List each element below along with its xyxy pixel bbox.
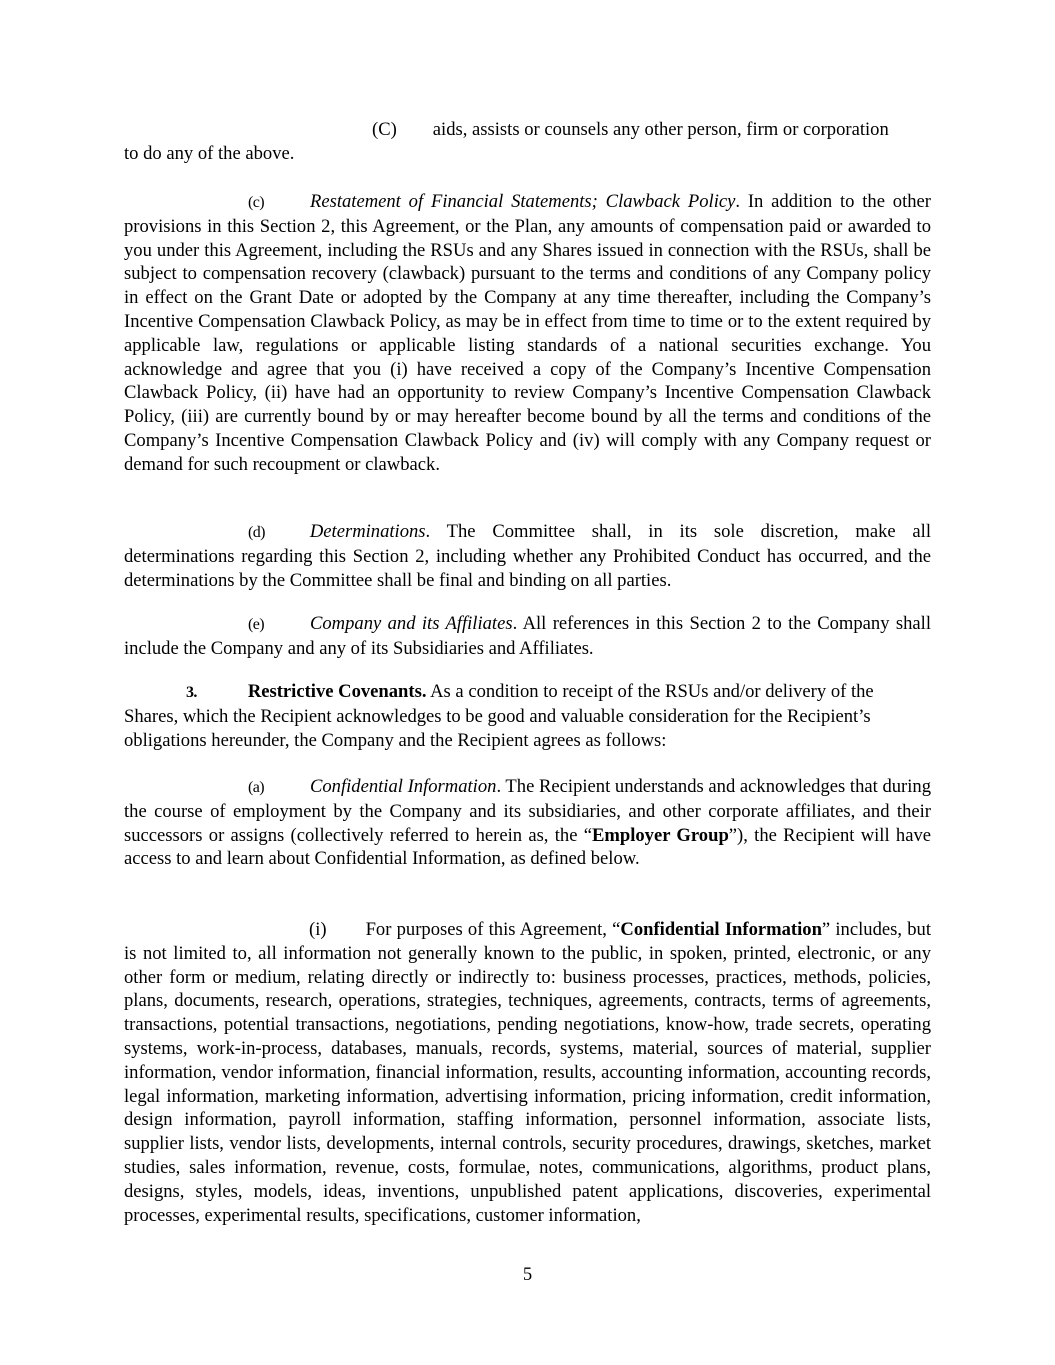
section-3a-i-paragraph: [124, 918, 931, 1227]
section-3a-i-defined-term: Confidential Information: [620, 919, 822, 940]
section-2d-paragraph: [124, 520, 931, 592]
section-3a-body-part2: ”), the Recipient will have access to and learn about Confidential Information, as defined below.: [124, 824, 931, 870]
section-3a-defined-term: Employer Group: [591, 824, 729, 846]
section-3-number: 3.: [186, 684, 197, 701]
section-2d-heading: Determinations: [309, 521, 426, 542]
page-number: 5: [522, 1264, 533, 1285]
section-3a-heading: Confidential Information: [309, 776, 497, 797]
section-3a-i-intro: For purposes of this Agreement, “: [365, 919, 621, 940]
section-3a-i-label: (i): [309, 919, 327, 940]
subsection-C-paragraph: [124, 118, 931, 166]
section-3a-label: (a): [248, 779, 264, 796]
subsection-C-label: (C): [372, 119, 397, 140]
section-2d-body: . The Committee shall, in its sole discretion, make all determinations regarding this Section 2, including whether any Prohibited Conduct has occurred, and the determinations by the Committee shall be final and binding on all parties.: [124, 521, 931, 591]
section-2c-body: . In addition to the other provisions in this Section 2, this Agreement, or the Plan, any amounts of compensation paid or awarded to you under this Agreement, including the RSUs and any Shares issued in connection with the RSUs, shall be subject to compensation recovery (clawback) pursuant to the terms and conditions of any Company policy in effect on the Grant Date or adopted by the Company at any time thereafter, including the Company’s Incentive Compensation Clawback Policy, as may be in effect from time to time or to the extent required by applicable law, regulations or applicable listing standards of a national securities exchange. You acknowledge and agree that you (i) have received a copy of the Company’s Incentive Compensation Clawback Policy, (ii) have had an opportunity to review Company’s Incentive Compensation Clawback Policy, (iii) are currently bound by or may hereafter become bound by all the terms and conditions of the Company’s Incentive Compensation Clawback Policy and (iv) will comply with any Company request or demand for such recoupment or clawback.: [124, 191, 931, 475]
section-3-body: As a condition to receipt of the RSUs and/or delivery of the Shares, which the Recipient acknowledges to be good and valuable consideration for the Recipient’s obligations hereunder, the Company and the Recipient agrees as follows:: [124, 681, 874, 751]
section-3a-i-body: ” includes, but is not limited to, all information not generally known to the public, in spoken, printed, electronic, or any other form or medium, relating directly or indirectly to: business processes, practices, methods, policies, plans, documents, research, operations, strategies, techniques, agreements, contracts, terms of agreements, transactions, potential transactions, negotiations, pending negotiations, know-how, trade secrets, operating systems, work-in-process, databases, manuals, records, systems, material, sources of material, supplier information, vendor information, financial information, results, accounting information, accounting records, legal information, marketing information, advertising information, pricing information, credit information, design information, payroll information, staffing information, personnel information, associate lists, supplier lists, vendor lists, developments, internal controls, security procedures, drawings, sketches, market studies, sales information, revenue, costs, formulae, notes, communications, algorithms, product plans, designs, styles, models, ideas, inventions, unpublished patent applications, discoveries, experimental processes, experimental results, specifications, customer information,: [124, 919, 931, 1226]
section-2c-heading: Restatement of Financial Statements; Clawback Policy: [309, 191, 736, 212]
section-3a-body-part1: . The Recipient understands and acknowledges that during the course of employment by the Company and its subsidiaries, and other corporate affiliates, and their successors or assigns (collectively referred to herein as, the “: [124, 776, 931, 846]
section-3a-paragraph: [124, 775, 931, 871]
section-2d-label: (d): [248, 524, 265, 541]
section-2e-body: . All references in this Section 2 to the Company shall include the Company and any of its Subsidiaries and Affiliates.: [124, 613, 931, 659]
subsection-C-text-line2: to do any of the above.: [124, 142, 295, 164]
section-3-heading: Restrictive Covenants.: [247, 681, 427, 702]
section-2c-paragraph: [124, 190, 931, 477]
subsection-C-text-line1: aids, assists or counsels any other person, firm or corporation: [432, 119, 889, 140]
section-2e-heading: Company and its Affiliates: [309, 613, 513, 634]
section-2c-label: (c): [248, 194, 264, 211]
section-2e-paragraph: [124, 612, 931, 661]
section-2e-label: (e): [248, 616, 264, 633]
section-3-paragraph: [124, 680, 931, 752]
